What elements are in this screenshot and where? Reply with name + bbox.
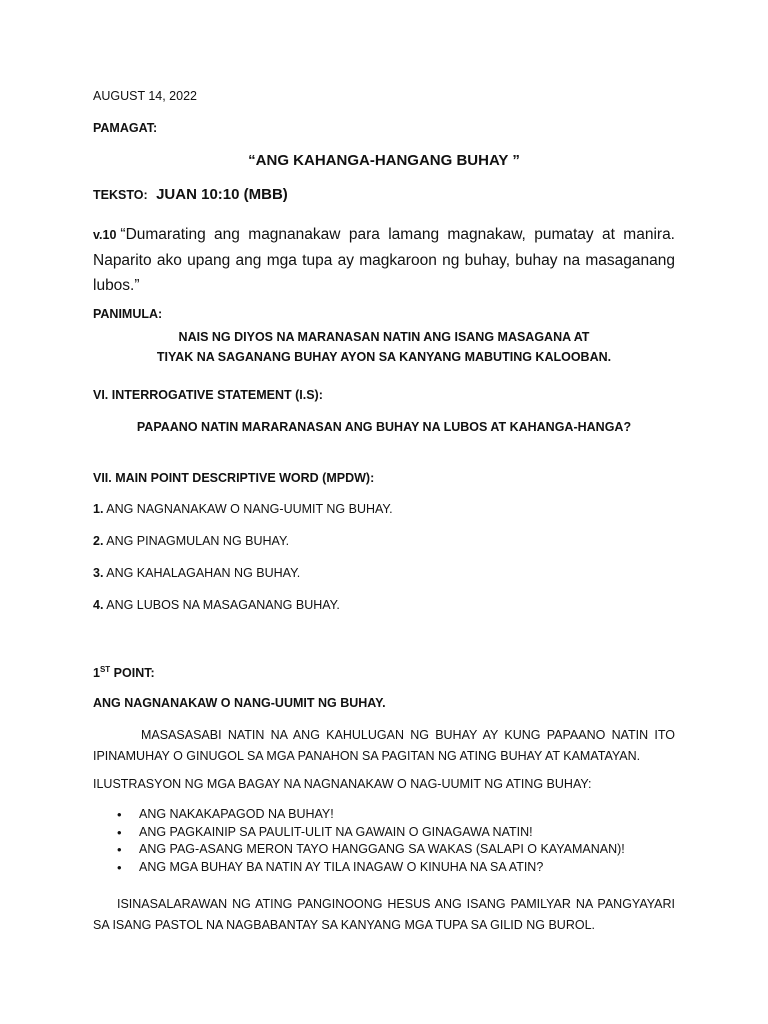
- interrogative-heading: VI. INTERROGATIVE STATEMENT (I.S):: [93, 388, 323, 402]
- illustration-bullet-list: [93, 806, 675, 876]
- mpdw-heading: VII. MAIN POINT DESCRIPTIVE WORD (MPDW):: [93, 471, 375, 485]
- mpdw-item-text: ANG NAGNANAKAW O NANG-UUMIT NG BUHAY.: [106, 502, 393, 516]
- first-point-heading: [93, 665, 675, 680]
- panimula-label: PANIMULA:: [93, 307, 163, 321]
- document-date: AUGUST 14, 2022: [93, 89, 197, 103]
- illustration-heading: ILUSTRASYON NG MGA BAGAY NA NAGNANAKAW O NAG-UUMIT NG ATING BUHAY:: [93, 777, 592, 791]
- first-point-suffix: ST: [99, 665, 111, 674]
- first-point-number: 1: [93, 666, 100, 681]
- mpdw-item-number: 2.: [93, 534, 104, 548]
- mpdw-item-text: ANG PINAGMULAN NG BUHAY.: [106, 534, 290, 548]
- teksto-reference: JUAN 10:10 (MBB): [156, 186, 288, 203]
- sermon-title: “ANG KAHANGA-HANGANG BUHAY ”: [248, 152, 520, 169]
- closing-paragraph: ISINASALARAWAN NG ATING PANGINOONG HESUS ANG ISANG PAMILYAR NA PANGYAYARI SA ISANG PASTOL NA NAGBABANTAY SA KANYANG MGA TUPA SA GILID NG BUROL.: [93, 897, 675, 932]
- mpdw-item: [93, 502, 675, 534]
- panimula-line-1: NAIS NG DIYOS NA MARANASAN NATIN ANG ISANG MASAGANA AT: [178, 330, 590, 344]
- mpdw-item: [93, 534, 675, 566]
- first-point-paragraph: MASASASABI NATIN NA ANG KAHULUGAN NG BUHAY AY KUNG PAPAANO NATIN ITO IPINAMUHAY O GINUGOL SA MGA PANAHON SA PAGITAN NG ATING BUHAY AT KAMATAYAN.: [93, 728, 675, 763]
- mpdw-item-text: ANG LUBOS NA MASAGANANG BUHAY.: [106, 598, 340, 612]
- mpdw-item: [93, 566, 675, 598]
- teksto-label: TEKSTO:: [93, 188, 148, 202]
- mpdw-item-number: 3.: [93, 566, 104, 580]
- bullet-item: • ANG PAG-ASANG MERON TAYO HANGGANG SA WAKAS (SALAPI O KAYAMANAN)!: [93, 841, 675, 859]
- teksto-line: [93, 186, 675, 204]
- verse-text: “Dumarating ang magnanakaw para lamang magnakaw, pumatay at manira. Naparito ako upang ang mga tupa ay magkaroon ng buhay, buhay na masaganang lubos.”: [93, 226, 675, 294]
- first-point-label: POINT:: [113, 666, 155, 681]
- mpdw-list: [93, 502, 675, 630]
- mpdw-item: [93, 598, 675, 630]
- verse-paragraph: [93, 222, 675, 298]
- bullet-item: • ANG PAGKAINIP SA PAULIT-ULIT NA GAWAIN O GINAGAWA NATIN!: [93, 824, 675, 842]
- mpdw-item-text: ANG KAHALAGAHAN NG BUHAY.: [106, 566, 301, 580]
- mpdw-item-number: 1.: [93, 502, 104, 516]
- bullet-item: • ANG NAKAKAPAGOD NA BUHAY!: [93, 806, 675, 824]
- interrogative-statement: PAPAANO NATIN MARARANASAN ANG BUHAY NA LUBOS AT KAHANGA-HANGA?: [136, 420, 632, 434]
- first-point-title: ANG NAGNANAKAW O NANG-UUMIT NG BUHAY.: [93, 696, 386, 710]
- panimula-line-2: TIYAK NA SAGANANG BUHAY AYON SA KANYANG MABUTING KALOOBAN.: [156, 350, 612, 364]
- bullet-item: • ANG MGA BUHAY BA NATIN AY TILA INAGAW O KINUHA NA SA ATIN?: [93, 859, 675, 877]
- pamagat-label: PAMAGAT:: [93, 121, 158, 135]
- panimula-statement: [93, 327, 675, 367]
- verse-number: v.10: [93, 228, 117, 242]
- mpdw-item-number: 4.: [93, 598, 104, 612]
